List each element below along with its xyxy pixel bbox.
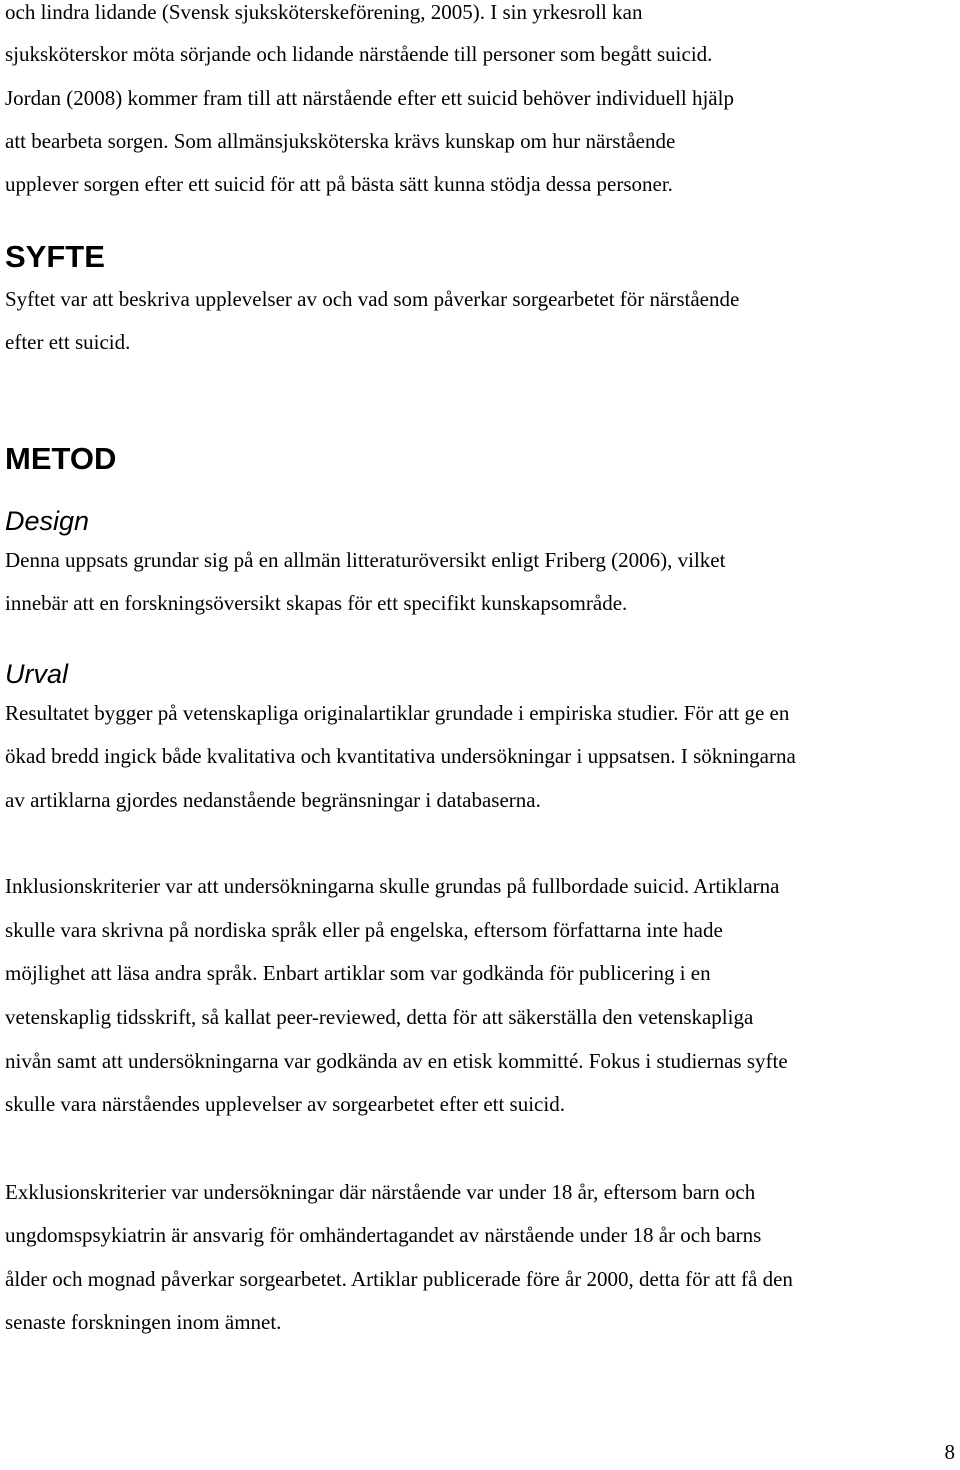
- text-line: Resultatet bygger på vetenskapliga originalartiklar grundade i empiriska studier. För att ge en: [5, 701, 790, 725]
- text-line: nivån samt att undersökningarna var godkända av en etisk kommitté. Fokus i studiernas syfte: [5, 1049, 788, 1073]
- text-line: upplever sorgen efter ett suicid för att på bästa sätt kunna stödja dessa personer.: [5, 172, 673, 196]
- text-line: att bearbeta sorgen. Som allmänsjuksköterska krävs kunskap om hur närstående: [5, 129, 676, 153]
- text-line: möjlighet att läsa andra språk. Enbart artiklar som var godkända för publicering i en: [5, 961, 711, 985]
- text-line: efter ett suicid.: [5, 330, 131, 354]
- text-line: sjuksköterskor möta sörjande och lidande närstående till personer som begått suicid.: [5, 42, 713, 66]
- text-line: Denna uppsats grundar sig på en allmän litteraturöversikt enligt Friberg (2006), vilket: [5, 548, 726, 572]
- text-line: Inklusionskriterier var att undersökningarna skulle grundas på fullbordade suicid. Artiklarna: [5, 874, 780, 898]
- page-number: 8: [944, 1440, 955, 1464]
- text-line: ungdomspsykiatrin är ansvarig för omhändertagandet av närstående under 18 år och barns: [5, 1223, 762, 1247]
- text-line: innebär att en forskningsöversikt skapas för ett specifikt kunskapsområde.: [5, 591, 628, 615]
- text-line: senaste forskningen inom ämnet.: [5, 1310, 282, 1334]
- text-line: skulle vara närståendes upplevelser av sorgearbetet efter ett suicid.: [5, 1092, 565, 1116]
- section-heading-syfte: SYFTE: [5, 239, 105, 274]
- text-line: skulle vara skrivna på nordiska språk eller på engelska, eftersom författarna inte hade: [5, 918, 723, 942]
- text-line: och lindra lidande (Svensk sjuksköterskeförening, 2005). I sin yrkesroll kan: [5, 0, 643, 24]
- section-heading-metod: METOD: [5, 441, 117, 476]
- text-line: av artiklarna gjordes nedanstående begränsningar i databaserna.: [5, 788, 541, 812]
- text-line: ålder och mognad påverkar sorgearbetet. Artiklar publicerade före år 2000, detta för att få den: [5, 1267, 793, 1291]
- text-line: ökad bredd ingick både kvalitativa och kvantitativa undersökningar i uppsatsen. I sökningarna: [5, 744, 796, 768]
- text-line: vetenskaplig tidsskrift, så kallat peer-reviewed, detta för att säkerställa den vetenskapliga: [5, 1005, 754, 1029]
- subsection-heading-urval: Urval: [5, 659, 69, 689]
- text-line: Exklusionskriterier var undersökningar där närstående var under 18 år, eftersom barn och: [5, 1180, 756, 1204]
- subsection-heading-design: Design: [5, 506, 90, 536]
- text-line: Jordan (2008) kommer fram till att närstående efter ett suicid behöver individuell hjälp: [5, 86, 734, 110]
- text-line: Syftet var att beskriva upplevelser av och vad som påverkar sorgearbetet för närstående: [5, 287, 740, 311]
